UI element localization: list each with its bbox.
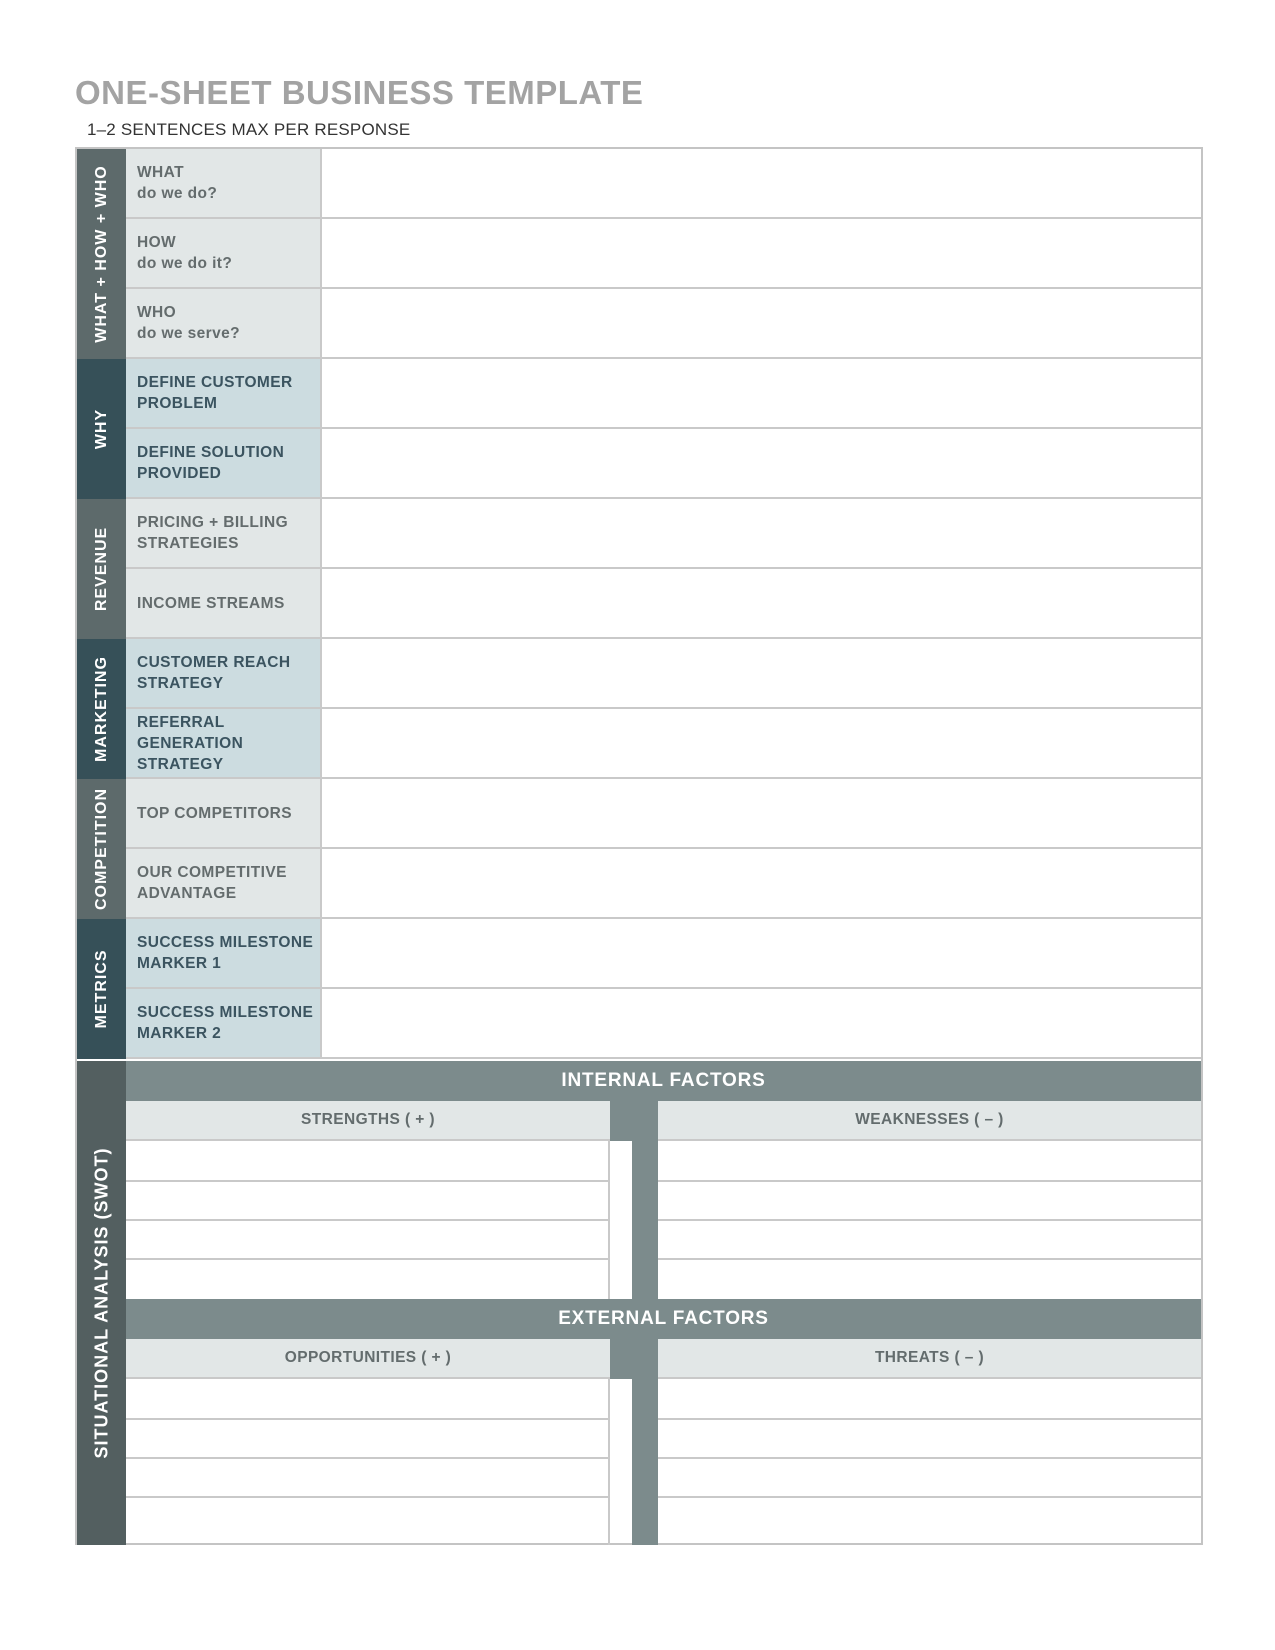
response-field[interactable] xyxy=(322,919,1201,987)
row-label xyxy=(126,779,322,847)
row-label xyxy=(126,919,322,987)
response-field[interactable] xyxy=(322,149,1201,217)
weaknesses-line-1[interactable] xyxy=(658,1180,1201,1182)
response-field[interactable] xyxy=(322,779,1201,847)
section-1 xyxy=(77,149,1201,359)
section-band xyxy=(77,779,126,919)
opportunities-line-3[interactable] xyxy=(126,1496,610,1498)
internal-divider-cap xyxy=(610,1101,658,1141)
opportunities-line-2[interactable] xyxy=(126,1457,610,1459)
opportunities-header: OPPORTUNITIES ( + ) xyxy=(126,1339,610,1379)
row-label-text: INCOME STREAMS xyxy=(137,594,285,612)
response-field[interactable] xyxy=(322,639,1201,707)
swot-band-label: SITUATIONAL ANALYSIS (SWOT) xyxy=(91,1147,111,1459)
row-label-text: SUCCESS MILESTONE MARKER 2 xyxy=(137,1004,314,1042)
response-field[interactable] xyxy=(322,709,1201,777)
row-label xyxy=(126,709,322,777)
row-label-text: HOW do we do it? xyxy=(137,234,233,272)
internal-factors-header: INTERNAL FACTORS xyxy=(126,1061,1201,1101)
external-divider xyxy=(632,1379,658,1545)
row-label-text: DEFINE SOLUTION PROVIDED xyxy=(137,444,285,482)
internal-divider xyxy=(632,1141,658,1301)
response-field[interactable] xyxy=(322,289,1201,357)
row-label xyxy=(126,219,322,287)
template-row xyxy=(126,779,1201,849)
template-row xyxy=(126,149,1201,219)
opportunities-line-1[interactable] xyxy=(126,1418,610,1420)
row-label xyxy=(126,499,322,567)
section-band xyxy=(77,499,126,639)
strengths-header: STRENGTHS ( + ) xyxy=(126,1101,610,1141)
page-subtitle: 1–2 SENTENCES MAX PER RESPONSE xyxy=(87,120,411,139)
template-row xyxy=(126,289,1201,359)
weaknesses-header: WEAKNESSES ( – ) xyxy=(658,1101,1201,1141)
strengths-line-1[interactable] xyxy=(126,1180,610,1182)
row-label xyxy=(126,569,322,637)
row-label-text: PRICING + BILLING STRATEGIES xyxy=(137,514,289,552)
section-band-label: METRICS xyxy=(92,949,110,1029)
section-band-label: COMPETITION xyxy=(92,787,110,911)
strengths-line-3[interactable] xyxy=(126,1258,610,1260)
section-5 xyxy=(77,779,1201,919)
section-3 xyxy=(77,499,1201,639)
section-2 xyxy=(77,359,1201,499)
row-label-text: WHO do we serve? xyxy=(137,304,241,342)
strengths-line-2[interactable] xyxy=(126,1219,610,1221)
weaknesses-line-2[interactable] xyxy=(658,1219,1201,1221)
template-row xyxy=(126,219,1201,289)
template-row xyxy=(126,639,1201,709)
external-left-edge xyxy=(608,1379,610,1545)
section-4 xyxy=(77,639,1201,779)
section-band-label: WHY xyxy=(92,408,110,450)
row-label xyxy=(126,849,322,917)
row-label xyxy=(126,149,322,217)
row-label xyxy=(126,359,322,427)
row-label-text: TOP COMPETITORS xyxy=(137,804,292,822)
template-row xyxy=(126,849,1201,919)
page-title: ONE-SHEET BUSINESS TEMPLATE xyxy=(75,74,644,111)
response-field[interactable] xyxy=(322,359,1201,427)
template-row xyxy=(126,989,1201,1059)
threats-line-2[interactable] xyxy=(658,1457,1201,1459)
section-band xyxy=(77,639,126,779)
section-band-label: WHAT + HOW + WHO xyxy=(92,165,110,343)
response-field[interactable] xyxy=(322,429,1201,497)
template-row xyxy=(126,499,1201,569)
template-row xyxy=(126,919,1201,989)
business-template-sheet xyxy=(75,147,1203,1545)
template-row xyxy=(126,359,1201,429)
section-band xyxy=(77,149,126,359)
row-label-text: OUR COMPETITIVE ADVANTAGE xyxy=(137,864,287,902)
response-field[interactable] xyxy=(322,569,1201,637)
row-label-text: CUSTOMER REACH STRATEGY xyxy=(137,654,291,692)
row-label xyxy=(126,429,322,497)
section-band-label: MARKETING xyxy=(92,656,110,762)
row-label-text: REFERRAL GENERATION STRATEGY xyxy=(137,713,244,773)
template-row xyxy=(126,709,1201,779)
section-6 xyxy=(77,919,1201,1059)
row-label-text: SUCCESS MILESTONE MARKER 1 xyxy=(137,934,314,972)
threats-line-1[interactable] xyxy=(658,1418,1201,1420)
row-label xyxy=(126,639,322,707)
response-field[interactable] xyxy=(322,849,1201,917)
row-label xyxy=(126,289,322,357)
response-field[interactable] xyxy=(322,499,1201,567)
template-row xyxy=(126,429,1201,499)
swot-band xyxy=(77,1061,126,1545)
internal-left-edge xyxy=(608,1141,610,1301)
section-band-label: REVENUE xyxy=(92,526,110,612)
row-label-text: WHAT do we do? xyxy=(137,164,218,202)
section-band xyxy=(77,359,126,499)
external-factors-header: EXTERNAL FACTORS xyxy=(126,1299,1201,1339)
weaknesses-line-3[interactable] xyxy=(658,1258,1201,1260)
row-label xyxy=(126,989,322,1057)
threats-header: THREATS ( – ) xyxy=(658,1339,1201,1379)
external-divider-cap xyxy=(610,1339,658,1379)
threats-line-3[interactable] xyxy=(658,1496,1201,1498)
response-field[interactable] xyxy=(322,989,1201,1057)
section-band xyxy=(77,919,126,1059)
response-field[interactable] xyxy=(322,219,1201,287)
row-label-text: DEFINE CUSTOMER PROBLEM xyxy=(137,374,293,412)
template-row xyxy=(126,569,1201,639)
